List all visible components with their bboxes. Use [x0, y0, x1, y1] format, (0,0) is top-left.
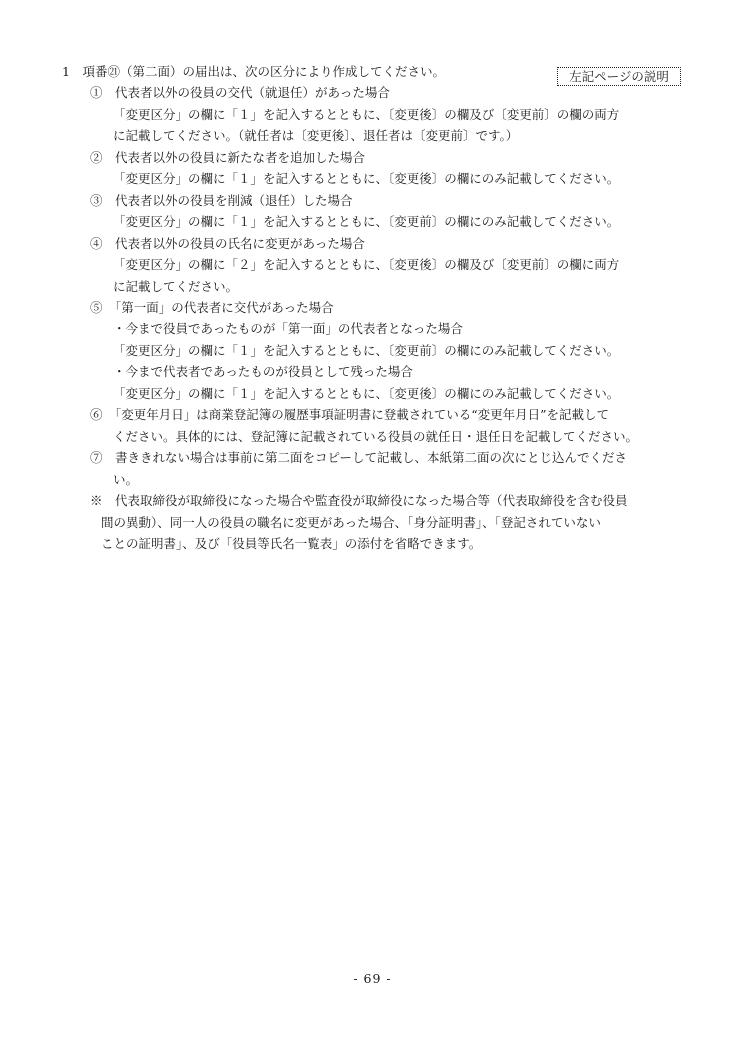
item-1-text-line-2: に記載してください。（就任者は〔変更後〕、退任者は〔変更前〕です。）	[113, 128, 519, 143]
item-5-bullet-1: ・今まで役員であったものが「第一面」の代表者となった場合	[113, 321, 463, 336]
item-5-bullet-1-text: 「変更区分」の欄に「１」を記入するとともに、〔変更前〕の欄にのみ記載してください。	[113, 343, 620, 358]
item-4-text-line-1: 「変更区分」の欄に「２」を記入するとともに、〔変更後〕の欄及び〔変更前〕の欄に両方	[113, 257, 620, 272]
left-page-explanation-label: 左記ページの説明	[557, 67, 681, 86]
item-2-text: 「変更区分」の欄に「１」を記入するとともに、〔変更後〕の欄にのみ記載してください。	[113, 171, 620, 186]
note-line-3: ことの証明書」、及び「役員等氏名一覧表」の添付を省略できます。	[101, 536, 482, 551]
item-4-heading: ④ 代表者以外の役員の氏名に変更があった場合	[90, 236, 365, 251]
item-7-line-2: い。	[113, 472, 139, 487]
item-4-text-line-2: に記載してください。	[113, 279, 239, 294]
note-line-1: ※ 代表取締役が取締役になった場合や監査役が取締役になった場合等（代表取締役を含む役員	[90, 493, 628, 508]
item-5-heading: ⑤ 「第一面」の代表者に交代があった場合	[90, 300, 334, 315]
item-6-line-2: ください。具体的には、登記簿に記載されている役員の就任日・退任日を記載してください。	[113, 429, 639, 444]
item-5-bullet-2-text: 「変更区分」の欄に「１」を記入するとともに、〔変更後〕の欄にのみ記載してください。	[113, 386, 620, 401]
item-1-text-line-1: 「変更区分」の欄に「１」を記入するとともに、〔変更後〕の欄及び〔変更前〕の欄の両方	[113, 107, 620, 122]
item-6-line-1: ⑥ 「変更年月日」は商業登記簿の履歴事項証明書に登載されている“変更年月日”を記載して	[90, 407, 610, 422]
item-5-bullet-2: ・今まで代表者であったものが役員として残った場合	[113, 364, 413, 379]
item-3-text: 「変更区分」の欄に「１」を記入するとともに、〔変更前〕の欄にのみ記載してください。	[113, 214, 620, 229]
page-number: - 69 -	[353, 971, 392, 986]
item-7-line-1: ⑦ 書ききれない場合は事前に第二面をコピーして記載し、本紙第二面の次にとじ込んでくださ	[90, 450, 628, 465]
item-3-heading: ③ 代表者以外の役員を削減（退任）した場合	[90, 193, 353, 208]
item-1-heading: ① 代表者以外の役員の交代（就退任）があった場合	[90, 85, 390, 100]
item-2-heading: ② 代表者以外の役員に新たな者を追加した場合	[90, 150, 366, 165]
note-line-2: 間の異動）、同一人の役員の職名に変更があった場合、「身分証明書」、「登記されていない	[101, 515, 601, 530]
section-1-heading: 1 項番㉑（第二面）の届出は、次の区分により作成してください。	[62, 64, 445, 79]
